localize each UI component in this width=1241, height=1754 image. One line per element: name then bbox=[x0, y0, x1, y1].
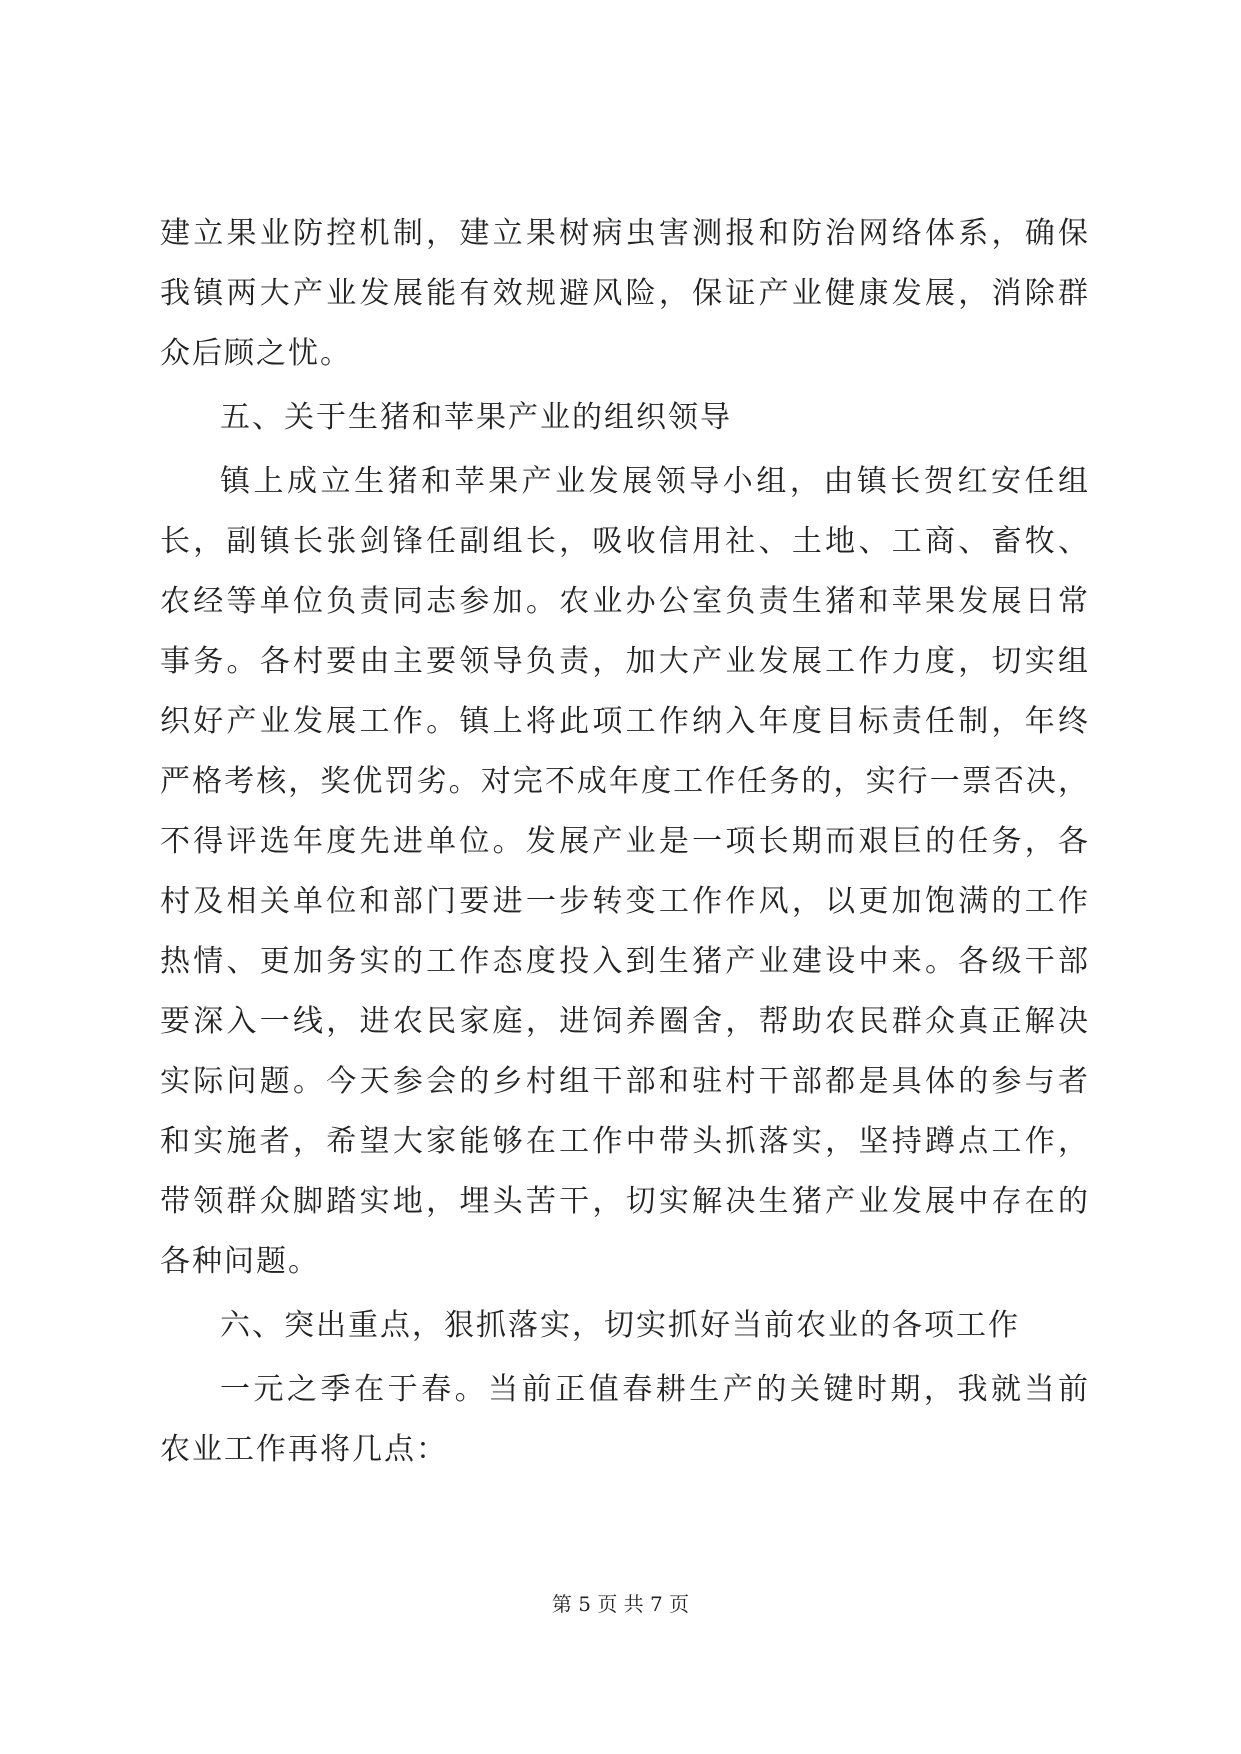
page-number-footer: 第 5 页 共 7 页 bbox=[551, 1592, 690, 1616]
text-line: 农业工作再将几点： bbox=[160, 1432, 448, 1467]
text-line: 我镇两大产业发展能有效规避风险，保证产业健康发展，消除群 bbox=[160, 276, 1090, 311]
paragraph-first-line: 一元之季在于春。当前正值春耕生产的关键时期，我就当前 bbox=[220, 1372, 1090, 1407]
paragraph-first-line: 镇上成立生猪和苹果产业发展领导小组，由镇长贺红安任组 bbox=[220, 464, 1090, 499]
text-line: 严格考核，奖优罚劣。对完不成年度工作任务的，实行一票否决， bbox=[160, 764, 1090, 799]
text-line: 各种问题。 bbox=[160, 1244, 320, 1279]
text-line: 事务。各村要由主要领导负责，加大产业发展工作力度，切实组 bbox=[160, 644, 1090, 679]
text-line: 众后顾之忧。 bbox=[160, 336, 352, 371]
text-line: 建立果业防控机制，建立果树病虫害测报和防治网络体系，确保 bbox=[160, 216, 1090, 251]
text-line: 热情、更加务实的工作态度投入到生猪产业建设中来。各级干部 bbox=[160, 944, 1090, 979]
text-line: 实际问题。今天参会的乡村组干部和驻村干部都是具体的参与者 bbox=[160, 1064, 1090, 1099]
text-line: 和实施者，希望大家能够在工作中带头抓落实，坚持蹲点工作， bbox=[160, 1124, 1090, 1159]
text-line: 带领群众脚踏实地，埋头苦干，切实解决生猪产业发展中存在的 bbox=[160, 1184, 1090, 1219]
text-line: 不得评选年度先进单位。发展产业是一项长期而艰巨的任务，各 bbox=[160, 824, 1090, 859]
text-line: 织好产业发展工作。镇上将此项工作纳入年度目标责任制，年终 bbox=[160, 704, 1090, 739]
text-line: 长，副镇长张剑锋任副组长，吸收信用社、土地、工商、畜牧、 bbox=[160, 524, 1090, 559]
text-line: 要深入一线，进农民家庭，进饲养圈舍，帮助农民群众真正解决 bbox=[160, 1004, 1090, 1039]
section-heading: 六、突出重点，狠抓落实，切实抓好当前农业的各项工作 bbox=[220, 1308, 1020, 1343]
section-heading: 五、关于生猪和苹果产业的组织领导 bbox=[220, 400, 732, 435]
text-line: 村及相关单位和部门要进一步转变工作作风，以更加饱满的工作 bbox=[160, 884, 1090, 919]
text-line: 农经等单位负责同志参加。农业办公室负责生猪和苹果发展日常 bbox=[160, 584, 1090, 619]
